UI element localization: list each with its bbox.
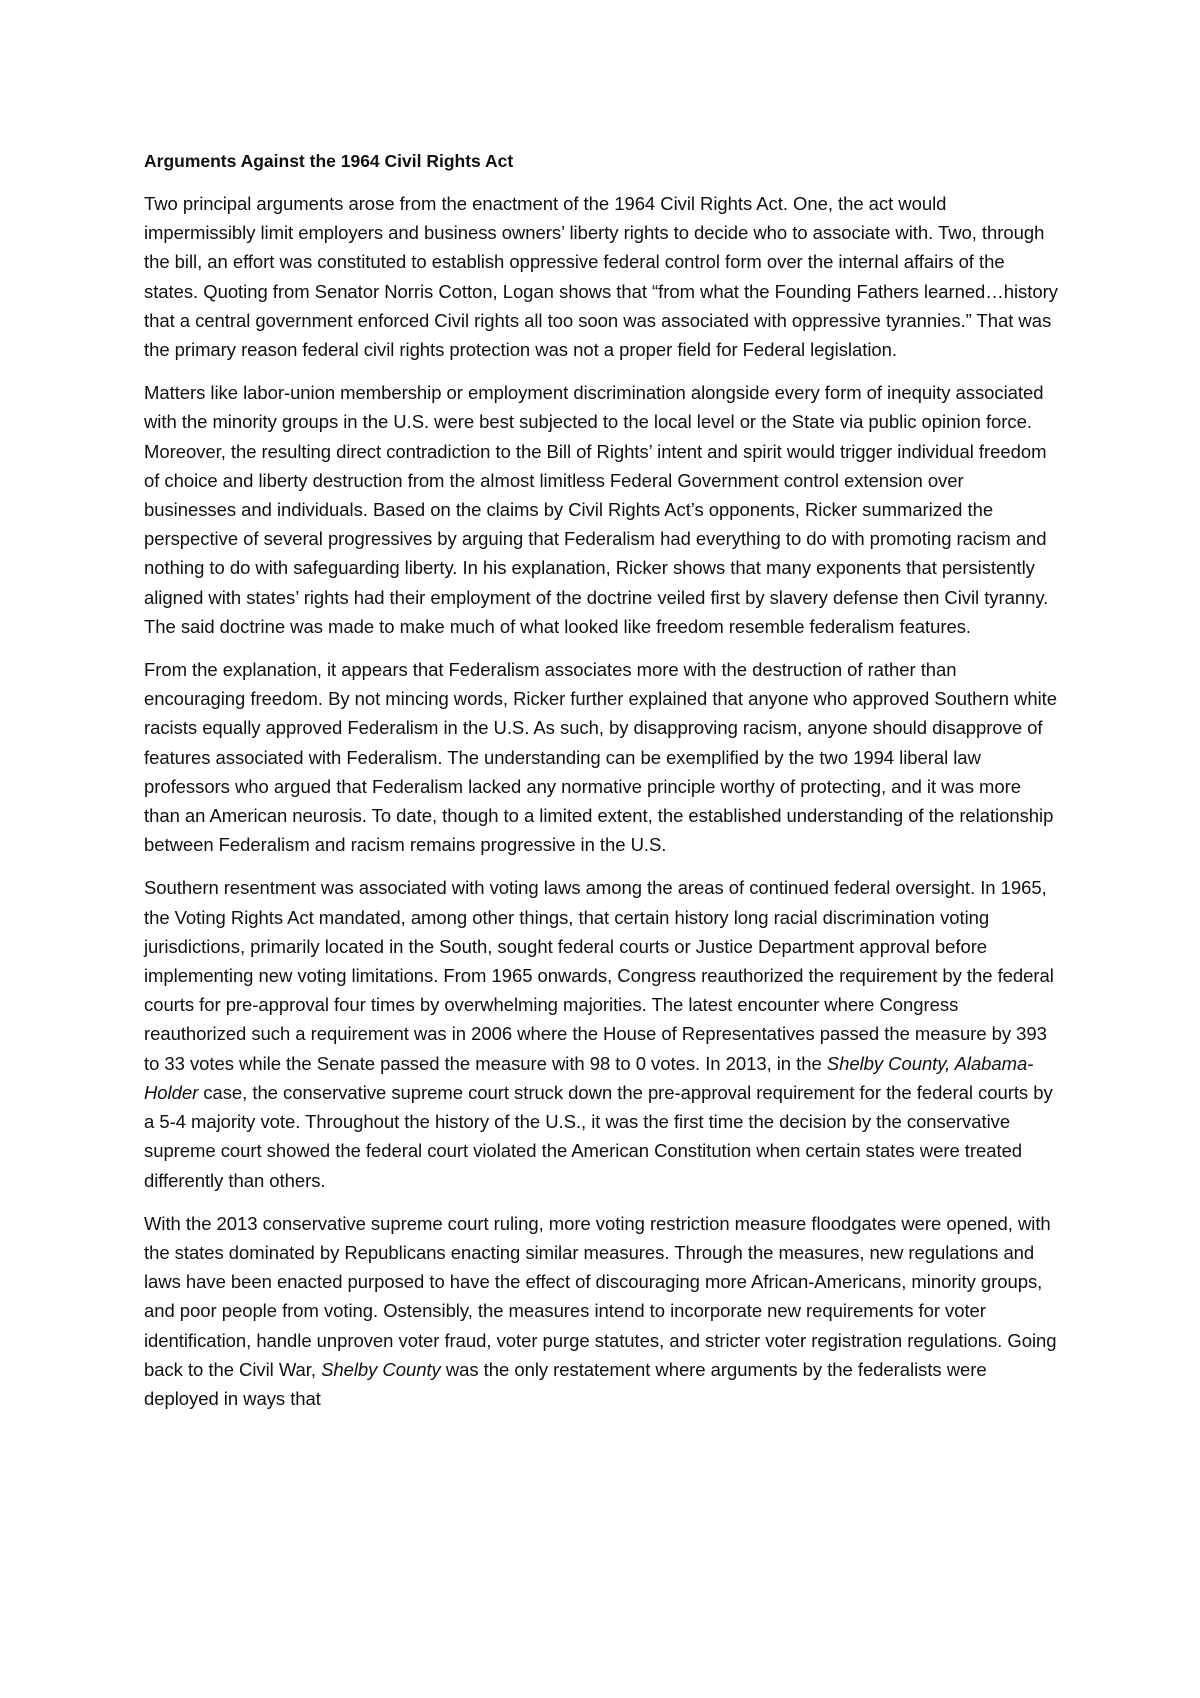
- paragraph-4-text-a: Southern resentment was associated with voting laws among the areas of continued federal oversight. In 1965, the Voting Rights Act mandated, among other things, that certain history long racial discrimination voting jurisdictions, primarily located in the South, sought federal courts or Justice Department approval before implementing new voting limitations. From 1965 onwards, Congress reauthorized the requirement by the federal courts for pre-approval four times by overwhelming majorities. The latest encounter where Congress reauthorized such a requirement was in 2006 where the House of Representatives passed the measure by 393 to 33 votes while the Senate passed the measure with 98 to 0 votes. In 2013, in the: [144, 877, 1054, 1074]
- case-name-shelby-county-alabama-holder: Shelby County, Alabama-Holder: [144, 1052, 1034, 1103]
- paragraph-3: From the explanation, it appears that Federalism associates more with the destruction of rather than encouraging freedom. By not mincing words, Ricker further explained that anyone who approved Southern white racists equally approved Federalism in the U.S. As such, by disapproving racism, anyone should disapprove of features associated with Federalism. The understanding can be exemplified by the two 1994 liberal law professors who argued that Federalism lacked any normative principle worthy of protecting, and it was more than an American neurosis. To date, though to a limited extent, the established understanding of the relationship between Federalism and racism remains progressive in the U.S.: [144, 659, 1057, 856]
- paragraph-4-text-b: case, the conservative supreme court struck down the pre-approval requirement for the federal courts by a 5-4 majority vote. Throughout the history of the U.S., it was the first time the decision by the conservative supreme court showed the federal court violated the American Constitution when certain states were treated differently than others.: [144, 1081, 1053, 1191]
- paragraph-5-text-a: With the 2013 conservative supreme court ruling, more voting restriction measure floodgates were opened, with the states dominated by Republicans enacting similar measures. Through the measures, new regulations and laws have been enacted purposed to have the effect of discouraging more African-Americans, minority groups, and poor people from voting. Ostensibly, the measures intend to incorporate new requirements for voter identification, handle unproven voter fraud, voter purge statutes, and stricter voter registration regulations. Going back to the Civil War,: [144, 1212, 1057, 1380]
- paragraph-5-text-b: was the only restatement where arguments by the federalists were deployed in ways that: [144, 1358, 987, 1409]
- document-page: [144, 146, 1059, 1427]
- paragraph-2: Matters like labor-union membership or employment discrimination alongside every form of inequity associated with the minority groups in the U.S. were best subjected to the local level or the State via public opinion force. Moreover, the resulting direct contradiction to the Bill of Rights’ intent and spirit would trigger individual freedom of choice and liberty destruction from the almost limitless Federal Government control extension over businesses and individuals. Based on the claims by Civil Rights Act’s opponents, Ricker summarized the perspective of several progressives by arguing that Federalism had everything to do with promoting racism and nothing to do with safeguarding liberty. In his explanation, Ricker shows that many exponents that persistently aligned with states’ rights had their employment of the doctrine veiled first by slavery defense then Civil tyranny. The said doctrine was made to make much of what looked like freedom resemble federalism features.: [144, 382, 1049, 637]
- paragraph-1: Two principal arguments arose from the enactment of the 1964 Civil Rights Act. One, the act would impermissibly limit employers and business owners’ liberty rights to decide who to associate with. Two, through the bill, an effort was constituted to establish oppressive federal control form over the internal affairs of the states. Quoting from Senator Norris Cotton, Logan shows that “from what the Founding Fathers learned…history that a central government enforced Civil rights all too soon was associated with oppressive tyrannies.” That was the primary reason federal civil rights protection was not a proper field for Federal legislation.: [144, 193, 1058, 361]
- case-name-shelby-county: Shelby County: [321, 1358, 441, 1380]
- paragraph-4: [144, 873, 1059, 1194]
- paragraph-5: [144, 1209, 1059, 1413]
- document-title: Arguments Against the 1964 Civil Rights Act: [144, 151, 514, 171]
